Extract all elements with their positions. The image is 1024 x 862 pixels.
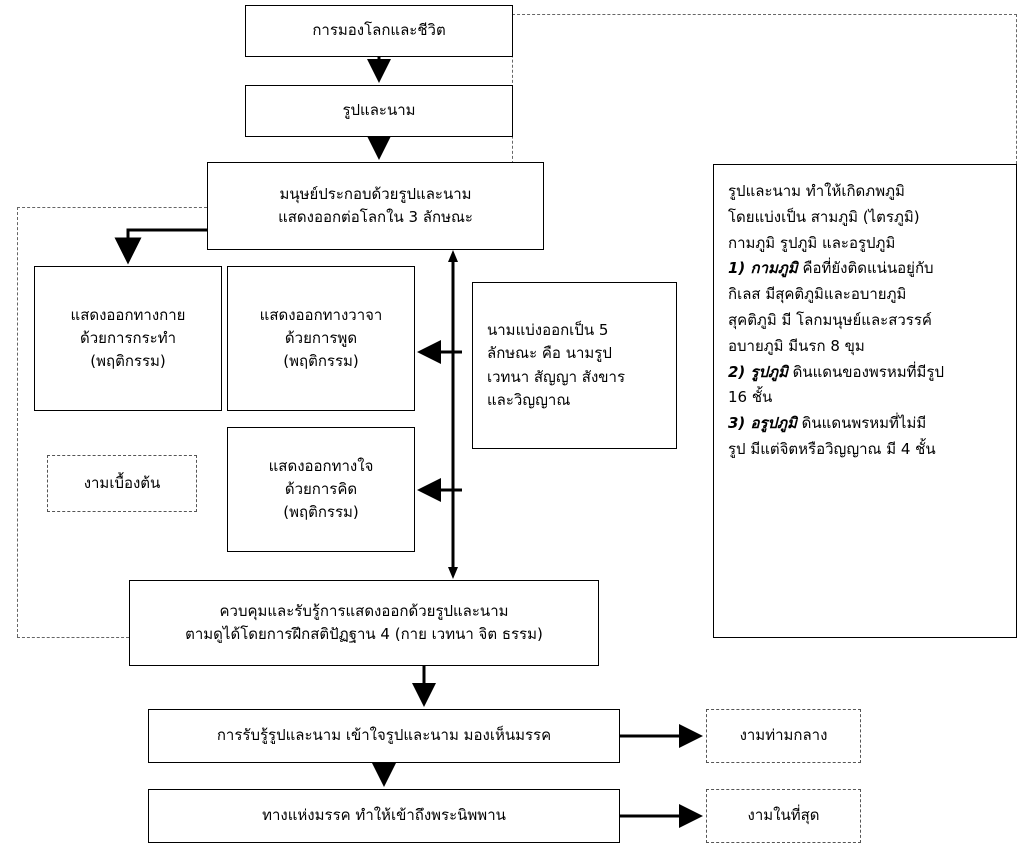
dashed-frame-left-top — [17, 207, 207, 208]
node-human-three-line-1: มนุษย์ประกอบด้วยรูปและนาม — [279, 184, 472, 203]
node-body-expression[interactable] — [34, 266, 222, 411]
node-body-line-1: แสดงออกทางกาย — [70, 305, 186, 324]
side-panel-line-text: คือที่ยังติดแน่นอยู่กับ — [797, 259, 934, 278]
side-panel-line — [728, 308, 932, 334]
side-panel-line-italic: 2) รูปภูมิ — [728, 362, 788, 381]
node-human-three-line-2: แสดงออกต่อโลกใน 3 ลักษณะ — [278, 208, 473, 226]
side-panel-line — [728, 334, 865, 360]
node-perception[interactable] — [148, 709, 620, 763]
node-speech-line-2: ด้วยการพูด — [284, 328, 358, 347]
node-speech-line-3: (พฤติกรรม) — [283, 352, 359, 371]
node-control-line-1: ควบคุมและรับรู้การแสดงออกด้วยรูปและนาม — [219, 601, 509, 620]
node-worldview[interactable] — [245, 5, 513, 57]
side-panel-line-text: รูปและนาม ทำให้เกิดภพภูมิ — [728, 182, 905, 200]
node-nama-five-line-4: และวิญญาณ — [487, 390, 571, 409]
dashed-frame-left-vertical — [17, 207, 18, 637]
node-mind-line-1: แสดงออกทางใจ — [268, 456, 374, 475]
node-perception-label: การรับรู้รูปและนาม เข้าใจรูปและนาม มองเห็นมรรค — [216, 726, 552, 745]
side-panel-line-text: รูป มีแต่จิตหรือวิญญาณ มี 4 ชั้น — [728, 439, 936, 458]
side-panel-line — [728, 256, 934, 282]
side-panel-line — [728, 231, 895, 257]
dashed-frame-left-bottom — [17, 637, 129, 638]
side-panel-line-italic: 3) อรูปภูมิ — [728, 414, 797, 433]
node-form-name-label: รูปและนาม — [342, 101, 416, 120]
side-panel-line — [728, 385, 772, 411]
side-panel-line-text: กิเลส มีสุคติภูมิและอบายภูมิ — [728, 285, 907, 304]
side-panel-line — [728, 205, 920, 231]
node-nama-five[interactable] — [472, 282, 677, 449]
node-nama-five-line-3: เวทนา สัญญา สังขาร — [487, 367, 626, 386]
side-panel-line — [728, 437, 936, 463]
dashed-top-connector — [512, 14, 1017, 15]
side-panel-line-italic: 1) กามภูมิ — [728, 259, 798, 278]
node-beauty-middle-label: งามท่ามกลาง — [739, 726, 828, 745]
node-human-three[interactable] — [207, 162, 544, 250]
side-panel-line — [728, 179, 905, 205]
node-nama-five-line-2: ลักษณะ คือ นามรูป — [487, 344, 612, 363]
side-panel-line-text: ดินแดนพรหมที่ไม่มี — [796, 414, 927, 433]
node-worldview-label: การมองโลกและชีวิต — [312, 21, 446, 40]
node-control[interactable] — [129, 580, 599, 666]
node-mind-line-2: ด้วยการคิด — [284, 479, 358, 498]
node-beauty-end[interactable] — [706, 789, 861, 843]
side-panel-line-text: ดินแดนของพรหมที่มีรูป — [787, 362, 944, 381]
side-panel-line-text: สุคติภูมิ มี โลกมนุษย์และสวรรค์ — [728, 310, 932, 329]
node-path[interactable] — [148, 789, 620, 843]
node-mind-expression[interactable] — [227, 427, 415, 552]
node-beauty-beginning[interactable] — [47, 455, 197, 512]
side-panel-line — [728, 360, 944, 386]
side-panel-line — [728, 411, 926, 437]
side-panel-line-text: โดยแบ่งเป็น สามภูมิ (ไตรภูมิ) — [728, 207, 920, 226]
node-beauty-middle[interactable] — [706, 709, 861, 763]
node-beauty-beginning-label: งามเบื้องต้น — [83, 473, 161, 492]
dashed-top-connector-down — [1016, 14, 1017, 164]
node-form-name[interactable] — [245, 85, 513, 137]
node-speech-expression[interactable] — [227, 266, 415, 411]
side-panel-line-text: อบายภูมิ มีนรก 8 ขุม — [728, 336, 865, 355]
node-nama-five-line-1: นามแบ่งออกเป็น 5 — [487, 321, 609, 339]
side-panel-realms[interactable] — [713, 164, 1017, 638]
node-speech-line-1: แสดงออกทางวาจา — [259, 305, 383, 324]
side-panel-line-text: 16 ชั้น — [728, 388, 773, 407]
node-body-line-3: (พฤติกรรม) — [90, 352, 166, 371]
node-beauty-end-label: งามในที่สุด — [747, 806, 820, 825]
node-control-line-2: ตามดูได้โดยการฝึกสติปัฏฐาน 4 (กาย เวทนา จิต ธรรม) — [185, 625, 543, 643]
side-panel-line-text: กามภูมิ รูปภูมิ และอรูปภูมิ — [728, 233, 896, 252]
node-mind-line-3: (พฤติกรรม) — [283, 503, 359, 522]
side-panel-line — [728, 282, 906, 308]
node-path-label: ทางแห่งมรรค ทำให้เข้าถึงพระนิพพาน — [262, 806, 506, 825]
node-body-line-2: ด้วยการกระทำ — [79, 328, 177, 347]
